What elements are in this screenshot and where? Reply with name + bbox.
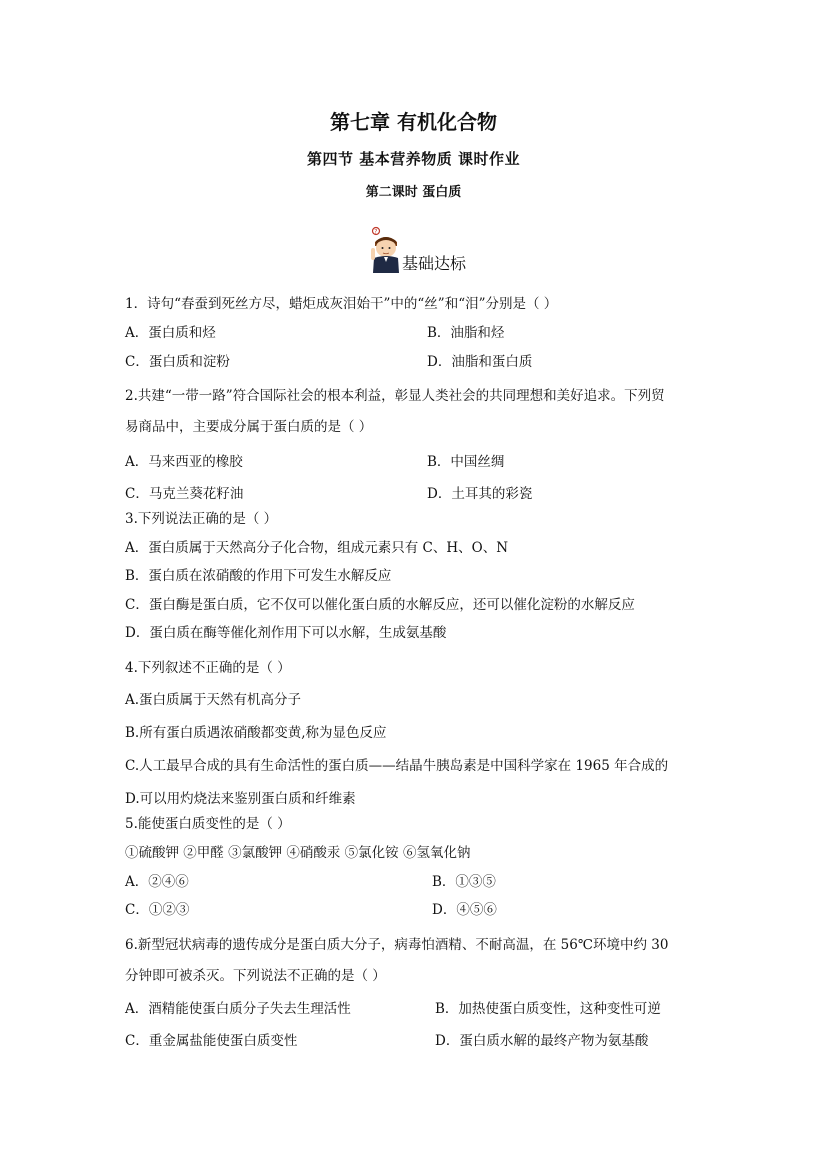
question-3-option-b: B．蛋白质在浓硝酸的作用下可发生水解反应 [125,568,392,584]
lesson-subtitle: 第二课时 蛋白质 [365,185,462,200]
question-3-option-d: D．蛋白质在酶等催化剂作用下可以水解，生成氨基酸 [125,625,447,641]
question-4-option-c: C.人工最早合成的具有生命活性的蛋白质——结晶牛胰岛素是中国科学家在 1965 年合成的 [125,758,669,774]
question-6-stem-line-2: 分钟即可被杀灭。下列说法不正确的是（ ） [125,968,386,984]
question-6-option-a: A．酒精能使蛋白质分子失去生理活性 [125,1001,351,1017]
question-6-option-b: B．加热使蛋白质变性，这种变性可逆 [435,1001,661,1017]
question-1-option-a: A．蛋白质和烃 [125,325,216,341]
question-6-option-d: D．蛋白质水解的最终产物为氨基酸 [435,1033,649,1049]
question-5-option-d: D．④⑤⑥ [432,902,497,918]
question-5-option-c: C．①②③ [125,902,190,918]
svg-text:?: ? [374,228,378,236]
question-1-option-b: B．油脂和烃 [427,325,505,341]
question-5-option-b: B．①③⑤ [432,874,496,890]
section-subtitle: 第四节 基本营养物质 课时作业 [307,150,520,168]
question-5-stem: 5.能使蛋白质变性的是（ ） [125,816,291,832]
question-3-option-c: C．蛋白酶是蛋白质，它不仅可以催化蛋白质的水解反应，还可以催化淀粉的水解反应 [125,597,635,613]
question-5-option-a: A．②④⑥ [125,874,189,890]
section-badge-label: 基础达标 [402,254,467,273]
question-3-option-a: A．蛋白质属于天然高分子化合物，组成元素只有 C、H、O、N [125,540,509,556]
question-6-stem-line-1: 6.新型冠状病毒的遗传成分是蛋白质大分子，病毒怕酒精、不耐高温，在 56℃环境中约 30 [125,937,669,953]
question-2-option-b: B．中国丝绸 [427,454,505,470]
question-4-stem: 4.下列叙述不正确的是（ ） [125,660,291,676]
question-5-substances: ①硫酸钾 ②甲醛 ③氯酸钾 ④硝酸汞 ⑤氯化铵 ⑥氢氧化钠 [125,845,471,861]
question-2-option-d: D．土耳其的彩瓷 [427,486,533,502]
question-1-option-d: D．油脂和蛋白质 [427,354,533,370]
question-4-option-b: B.所有蛋白质遇浓硝酸都变黄,称为显色反应 [125,725,387,741]
question-2-option-c: C．马克兰葵花籽油 [125,486,244,502]
question-4-option-d: D.可以用灼烧法来鉴别蛋白质和纤维素 [125,791,356,807]
question-3-stem: 3.下列说法正确的是（ ） [125,511,278,527]
question-6-option-c: C．重金属盐能使蛋白质变性 [125,1033,298,1049]
section-badge [366,226,496,274]
question-2-stem-line-1: 2.共建“一带一路”符合国际社会的根本利益，彰显人类社会的共同理想和美好追求。下列贸 [125,388,665,404]
question-2-stem-line-2: 易商品中，主要成分属于蛋白质的是（ ） [125,419,373,435]
question-1-option-c: C．蛋白质和淀粉 [125,354,230,370]
chapter-title: 第七章 有机化合物 [330,110,497,134]
thinking-student-icon [366,226,406,274]
question-4-option-a: A.蛋白质属于天然有机高分子 [125,692,302,708]
question-1-stem: 1．诗句“春蚕到死丝方尽，蜡炬成灰泪始干”中的“丝”和“泪”分别是（ ） [125,296,558,312]
question-2-option-a: A．马来西亚的橡胶 [125,454,243,470]
